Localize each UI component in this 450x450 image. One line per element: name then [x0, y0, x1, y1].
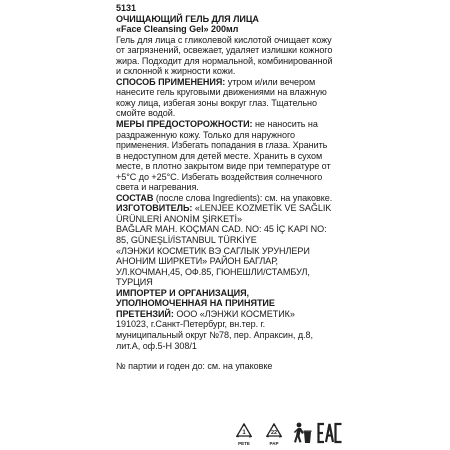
recycle-pete-number: 1	[242, 430, 246, 437]
precautions-heading: МЕРЫ ПРЕДОСТОРОЖНОСТИ:	[116, 119, 253, 130]
manufacturer-section	[116, 203, 334, 224]
certification-icons	[233, 422, 343, 448]
precautions-text: не наносить на раздраженную кожу. Только для наружного применения. Избегать попадания в глаза. Хранить в недоступном для детей месте. Хранить в сухом месте, в плотно закрытом виде при температуре от +5°C до +25°C. Избегать воздействия солнечного света и нагревания.	[116, 119, 331, 193]
importer-name: ООО «ЛЭНЖИ КОСМЕТИК»	[173, 308, 295, 319]
recycle-pap-number: 22	[270, 430, 278, 437]
product-name: «Face Cleansing Gel»	[116, 24, 209, 35]
product-volume: 200мл	[208, 24, 239, 35]
product-description: Гель для лица с гликолевой кислотой очищает кожу от загрязнений, освежает, удаляет излишки кожного жира. Подходит для нормальной, комбинированной и склонной к жирности кожи.	[116, 34, 333, 77]
recycle-pap-caption: PAP	[269, 441, 279, 446]
composition-section	[116, 193, 334, 204]
recycle-pete-caption: PETE	[238, 441, 250, 446]
importer-heading: ИМПОРТЕР И ОРГАНИЗАЦИЯ, УПОЛНОМОЧЕННАЯ НА ПРИНЯТИЕ ПРЕТЕНЗИЙ:	[116, 287, 275, 319]
product-title: ОЧИЩАЮЩИЙ ГЕЛЬ ДЛЯ ЛИЦА	[116, 13, 259, 24]
precautions-section	[116, 119, 334, 193]
eac-mark-icon	[317, 422, 343, 444]
usage-section	[116, 77, 334, 119]
spacer	[116, 351, 334, 361]
product-label	[116, 3, 334, 372]
manufacturer-address-tr: BAĞLAR MAH. KOÇMAN CAD. NO: 45 İÇ KAPI NO: 85, GÜNEŞLİ/İSTANBUL TÜRKİYE	[116, 224, 327, 246]
recycle-pap-icon	[263, 422, 285, 442]
batch-note: № партии и годен до: см. на упаковке	[116, 361, 273, 372]
recycle-pete-icon	[233, 422, 255, 442]
composition-heading: СОСТАВ	[116, 192, 154, 203]
manufacturer-name: «LENJEE KOZMETİK VE SAĞLIK ÜRÜNLERİ ANONİM ŞİRKETİ»	[116, 203, 332, 224]
composition-text: (после слова Ingredients): см. на упаковке.	[153, 192, 333, 203]
manufacturer-heading: ИЗГОТОВИТЕЛЬ:	[116, 203, 193, 214]
importer-section	[116, 288, 334, 320]
usage-text: утром и/или вечером нанесите гель круговыми движениями на влажную кожу лица, избегая зоны вокруг глаз. Тщательно смойте водой.	[116, 76, 327, 119]
importer-address: 191023, г.Санкт-Петербург, вн.тер. г. муниципальный округ №78, пер. Апраксин, д.8, лит.А, оф.5-Н 308/1	[116, 319, 313, 351]
manufacturer-address-ru: «ЛЭНЖИ КОСМЕТИК ВЭ СAГЛЫК УРУНЛЕРИ АНОНИМ ШИРКЕТИ» РАЙОН БАГЛАР, УЛ.КОЧМАН,45, ОФ.85, ГЮНЕШЛИ/СТАМБУЛ, ТУРЦИЯ	[116, 245, 310, 288]
product-name-line	[116, 24, 334, 35]
product-code: 5131	[116, 3, 136, 13]
tidyman-icon	[293, 422, 313, 446]
usage-heading: СПОСОБ ПРИМЕНЕНИЯ:	[116, 76, 226, 87]
